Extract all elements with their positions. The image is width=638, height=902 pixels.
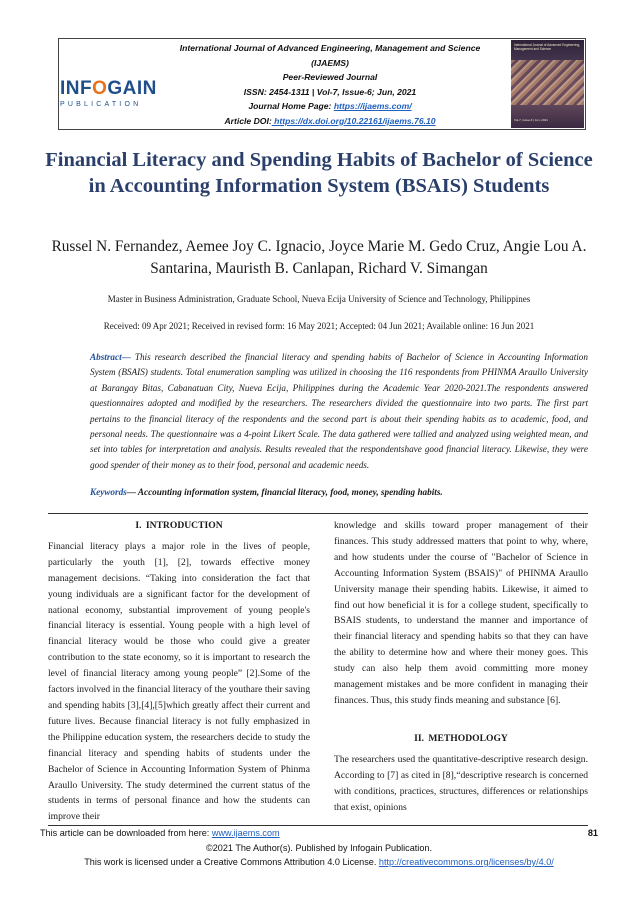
footer-divider bbox=[48, 825, 588, 826]
keywords-text: — Accounting information system, financial literacy, food, money, spending habits. bbox=[126, 487, 443, 497]
page-number: 81 bbox=[587, 828, 598, 838]
abstract-text: This research described the financial literacy and spending habits of Bachelor of Science in Accounting Information System (BSAIS) students. Total enumeration sampling was utilized in choosing the 116 respondents from PHINMA Araullo University at Barangay Bitas, Cabanatuan City, Nueva Ecija, Philippines during the Academic Year 2020-2021.The respondents answered questionnaires adopted and modified by the researchers. The researchers divided the questionnaire into two parts. The first part pertains to the financial literacy of the respondents and the second part is about their spending habits as to academic, food, and personal needs. The questionnaire was a 4-point Likert Scale. The data gathered were tallied and analyzed using weighted mean, and set into tables for interpretation and analysis. Results revealed that the respondentshave good financial literacy. Likewise, they were good spender of their money as to their food, personal and academic needs. bbox=[90, 352, 588, 470]
peer-reviewed-label: Peer-Reviewed Journal bbox=[282, 72, 378, 83]
infogain-logo bbox=[60, 79, 156, 115]
journal-home-link[interactable]: https://ijaems.com/ bbox=[333, 101, 412, 112]
download-link[interactable]: www.ijaems.com bbox=[211, 828, 280, 838]
keywords bbox=[90, 487, 588, 497]
journal-home-line: Journal Home Page: https://ijaems.com/ bbox=[248, 101, 412, 112]
right-column bbox=[334, 518, 588, 815]
journal-name-line-1: International Journal of Advanced Engineering, Management and Science bbox=[179, 43, 481, 53]
paper-authors: Russel N. Fernandez, Aemee Joy C. Ignacio, Joyce Marie M. Gedo Cruz, Angie Lou A. Santarina, Mauristh B. Canlapan, Richard V. Simangan bbox=[51, 238, 587, 277]
left-column bbox=[48, 518, 310, 825]
affiliation: Master in Business Administration, Graduate School, Nueva Ecija University of Science and Technology, Philippines bbox=[107, 294, 531, 304]
journal-info bbox=[160, 41, 500, 129]
journal-cover-image bbox=[511, 40, 584, 128]
introduction-paragraph: Financial literacy plays a major role in the lives of people, particularly the youth [1], [2], towards effective money management decisions. “Taking into consideration the fact that young individuals are a significant factor for the development of national economy, substantial improvement of young people's financial literacy is essential. Young people with a high level of financial literacy would be those who could give a greater contribution to the state economy, so it is important to research the level of financial literacy among young people” [2].Some of the factors involved in the financial literacy of the youthare their saving and spending habits [3],[4],[5]which greatly affect their current and future lives. Because financial literacy is not fully emphasized in the Philippine education system, the researchers decide to study the financial literacy and spending habits of students under the Bachelor of Science in Accounting Information System of Phinma Araullo University. The study determined the current status of the students in terms of personal finance and how the students can improve their bbox=[48, 540, 310, 823]
paper-title: Financial Literacy and Spending Habits of Bachelor of Science in Accounting Information System (BSAIS) Students bbox=[45, 149, 593, 197]
section-divider bbox=[48, 513, 588, 514]
journal-name-line-2: (IJAEMS) bbox=[311, 57, 349, 68]
introduction-continued-paragraph: knowledge and skills toward proper management of their finances. This study addressed matters that point to why, where, and how students under the course of "Bachelor of Science in Accounting Information System (BSAIS)" of PHINMA Araullo University manage their spending habits. Likewise, it aimed to find out how beneficial it is for a college student, specifically to BSAIS students, to understand the manner and importance of their financial literacy and spending habits so that they can have the ability to determine how and where their money goes. This study can also help them avoid committing more money management mistakes and be more confident in managing their finances. Thus, this study finds meaning and substance [6]. bbox=[334, 520, 588, 706]
cover-footer: Vol-7, Issue-6 | Jun, 2021 bbox=[514, 118, 548, 122]
article-doi-link[interactable]: https://dx.doi.org/10.22161/ijaems.76.10 bbox=[271, 115, 436, 126]
license-link[interactable]: http://creativecommons.org/licenses/by/4.0/ bbox=[378, 857, 554, 867]
logo-subtitle: PUBLICATION bbox=[60, 101, 142, 108]
article-doi-line: Article DOI: https://dx.doi.org/10.22161/ijaems.76.10 bbox=[224, 115, 436, 126]
issn-line: ISSN: 2454-1311 | Vol-7, Issue-6; Jun, 2021 bbox=[243, 86, 417, 97]
received-dates: Received: 09 Apr 2021; Received in revised form: 16 May 2021; Accepted: 04 Jun 2021; Available online: 16 Jun 2021 bbox=[103, 321, 535, 331]
logo-accent-letter: O bbox=[92, 78, 108, 99]
methodology-heading: II. METHODOLOGY bbox=[414, 732, 508, 744]
license-line: This work is licensed under a Creative Commons Attribution 4.0 License. http://creativecommons.org/licenses/by/4.0/ bbox=[84, 857, 554, 867]
cover-artwork bbox=[511, 60, 584, 105]
abstract-label: Abstract— bbox=[90, 352, 131, 362]
copyright-line: ©2021 The Author(s). Published by Infogain Publication. bbox=[206, 843, 432, 853]
cover-title: International Journal of Advanced Engineering, Management and Science bbox=[514, 43, 581, 51]
introduction-heading: I. INTRODUCTION bbox=[135, 520, 223, 531]
methodology-paragraph: The researchers used the quantitative-descriptive research design. According to [7] as cited in [8],“descriptive research is concerned with conditions, practices, structures, differences or relationships that exist, opinions bbox=[334, 753, 588, 813]
abstract bbox=[90, 350, 588, 473]
footer-download-line: This article can be downloaded from here: www.ijaems.com bbox=[40, 828, 280, 838]
keywords-label: Keywords bbox=[90, 487, 127, 497]
logo-wordmark: INFOGAIN bbox=[60, 78, 157, 99]
